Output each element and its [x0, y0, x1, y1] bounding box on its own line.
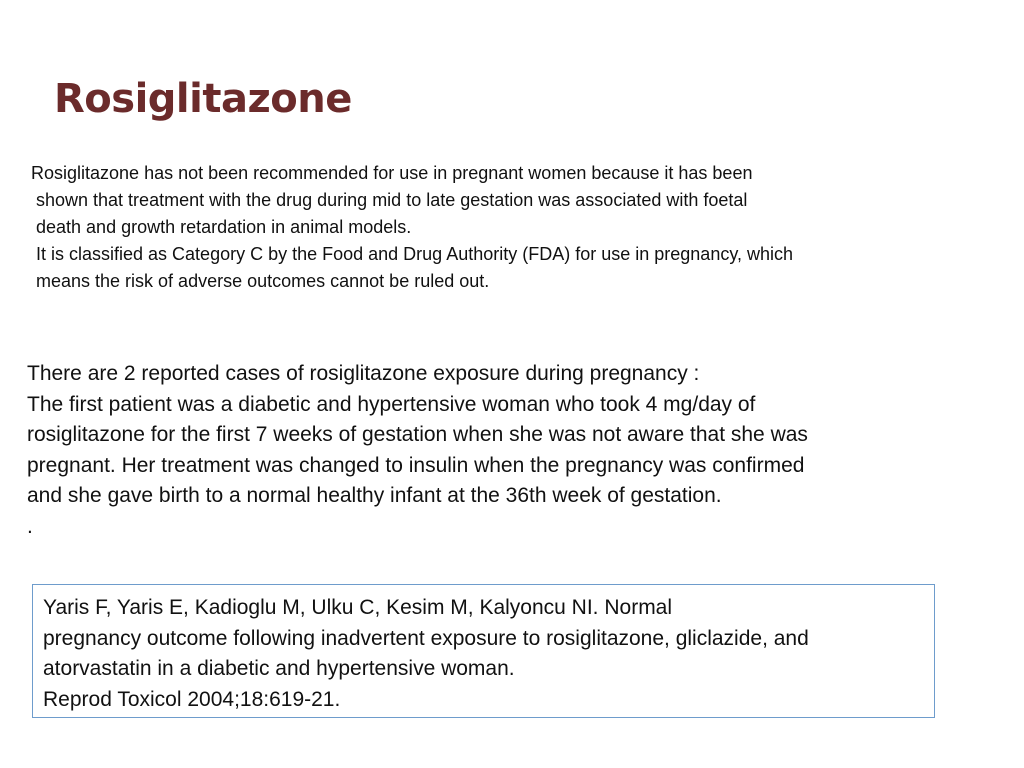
case-line: . — [27, 514, 33, 538]
intro-line: Rosiglitazone has not been recommended for use in pregnant women because it has been — [31, 163, 753, 183]
case-line: pregnant. Her treatment was changed to insulin when the pregnancy was confirmed — [27, 453, 805, 477]
reference-citation-box — [32, 584, 935, 718]
case-line: and she gave birth to a normal healthy infant at the 36th week of gestation. — [27, 484, 722, 508]
reference-line: atorvastatin in a diabetic and hypertensive woman. — [43, 657, 515, 681]
reference-line: pregnancy outcome following inadvertent exposure to rosiglitazone, gliclazide, and — [43, 626, 809, 650]
case-line: rosiglitazone for the first 7 weeks of gestation when she was not aware that she was — [27, 423, 808, 447]
intro-line: death and growth retardation in animal models. — [36, 217, 412, 237]
reference-line: Reprod Toxicol 2004;18:619-21. — [43, 687, 341, 711]
case-line: The first patient was a diabetic and hypertensive woman who took 4 mg/day of — [27, 392, 756, 416]
reference-line: Yaris F, Yaris E, Kadioglu M, Ulku C, Kesim M, Kalyoncu NI. Normal — [43, 596, 673, 619]
case-report-paragraph — [27, 359, 947, 543]
intro-line: It is classified as Category C by the Food and Drug Authority (FDA) for use in pregnancy, which — [36, 244, 794, 264]
slide-title: Rosiglitazone — [54, 76, 352, 122]
intro-line: shown that treatment with the drug during mid to late gestation was associated with foetal — [36, 190, 748, 210]
intro-paragraph — [31, 160, 931, 295]
case-line: There are 2 reported cases of rosiglitazone exposure during pregnancy : — [27, 362, 700, 385]
intro-line: means the risk of adverse outcomes cannot be ruled out. — [36, 271, 490, 291]
